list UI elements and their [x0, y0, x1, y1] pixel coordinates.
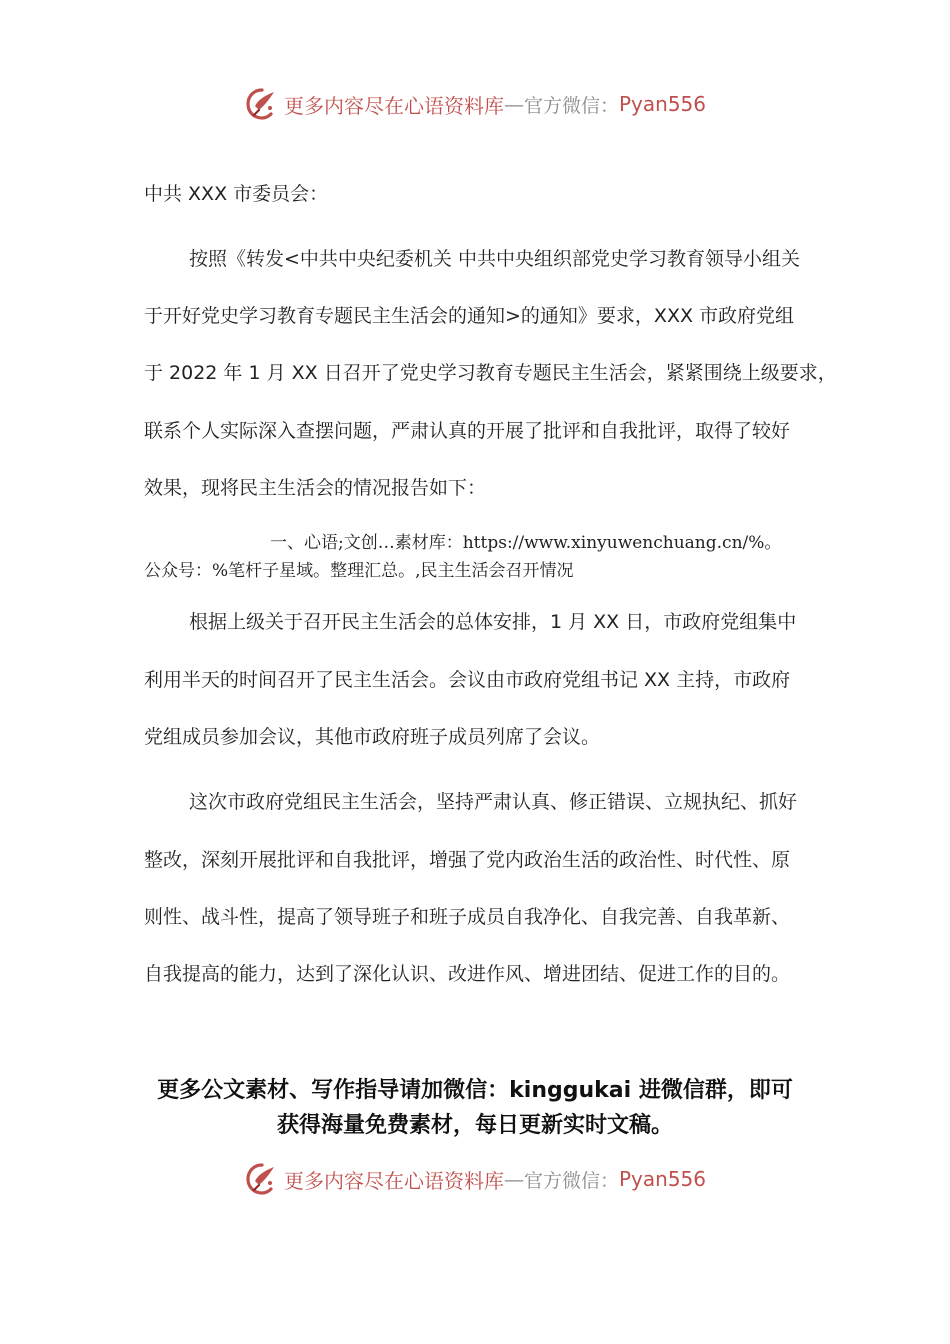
pen-logo-icon — [244, 86, 280, 122]
promo-line: 获得海量免费素材，每日更新实时文稿。 — [276, 1113, 673, 1138]
paragraph1-line: 于 2022 年 1 月 XX 日召开了党史学习教育专题民主生活会，紧紧围绕上级要求， — [144, 362, 837, 384]
header-banner — [0, 82, 950, 126]
section-heading-line: 一、心语;文创…素材库：https://www.xinyuwenchuang.cn/%。 — [270, 533, 782, 553]
banner-wechat-id: Pyan556 — [619, 1167, 707, 1191]
banner-label: 官方微信： — [523, 1169, 619, 1192]
banner-title: 更多内容尽在心语资料库 — [283, 1168, 504, 1193]
banner-wechat-id: Pyan556 — [619, 92, 707, 116]
paragraph3-line: 则性、战斗性，提高了领导班子和班子成员自我净化、自我完善、自我革新、 — [144, 906, 791, 928]
paragraph3-line: 自我提高的能力，达到了深化认识、改进作风、增进团结、促进工作的目的。 — [144, 963, 791, 985]
section-heading-line: 公众号：%笔杆子星域。整理汇总。,民主生活会召开情况 — [144, 561, 574, 581]
paragraph2-line: 党组成员参加会议，其他市政府班子成员列席了会议。 — [144, 726, 601, 748]
paragraph3-line: 整改，深刻开展批评和自我批评，增强了党内政治生活的政治性、时代性、原 — [144, 849, 791, 871]
paragraph1-line: 效果，现将民主生活会的情况报告如下： — [144, 477, 487, 499]
paragraph1-line: 按照《转发<中共中央纪委机关 中共中央组织部党史学习教育领导小组关 — [189, 248, 800, 270]
paragraph2-line: 根据上级关于召开民主生活会的总体安排，1 月 XX 日，市政府党组集中 — [189, 611, 797, 633]
paragraph3-line: 这次市政府党组民主生活会，坚持严肃认真、修正错误、立规执纪、抓好 — [189, 791, 798, 813]
banner-separator: — — [503, 92, 524, 116]
promo-line: 更多公文素材、写作指导请加微信：kinggukai 进微信群，即可 — [157, 1078, 793, 1103]
paragraph1-line: 联系个人实际深入查摆问题，严肃认真的开展了批评和自我批评，取得了较好 — [144, 420, 791, 442]
pen-logo-icon — [244, 1161, 280, 1197]
footer-banner — [0, 1157, 950, 1201]
banner-title: 更多内容尽在心语资料库 — [283, 93, 504, 118]
banner-separator: — — [503, 1167, 524, 1191]
paragraph1-line: 于开好党史学习教育专题民主生活会的通知>的通知》要求，XXX 市政府党组 — [144, 305, 795, 327]
paragraph2-line: 利用半天的时间召开了民主生活会。会议由市政府党组书记 XX 主持，市政府 — [144, 669, 791, 691]
banner-label: 官方微信： — [523, 94, 619, 117]
salutation: 中共 XXX 市委员会： — [144, 183, 329, 205]
